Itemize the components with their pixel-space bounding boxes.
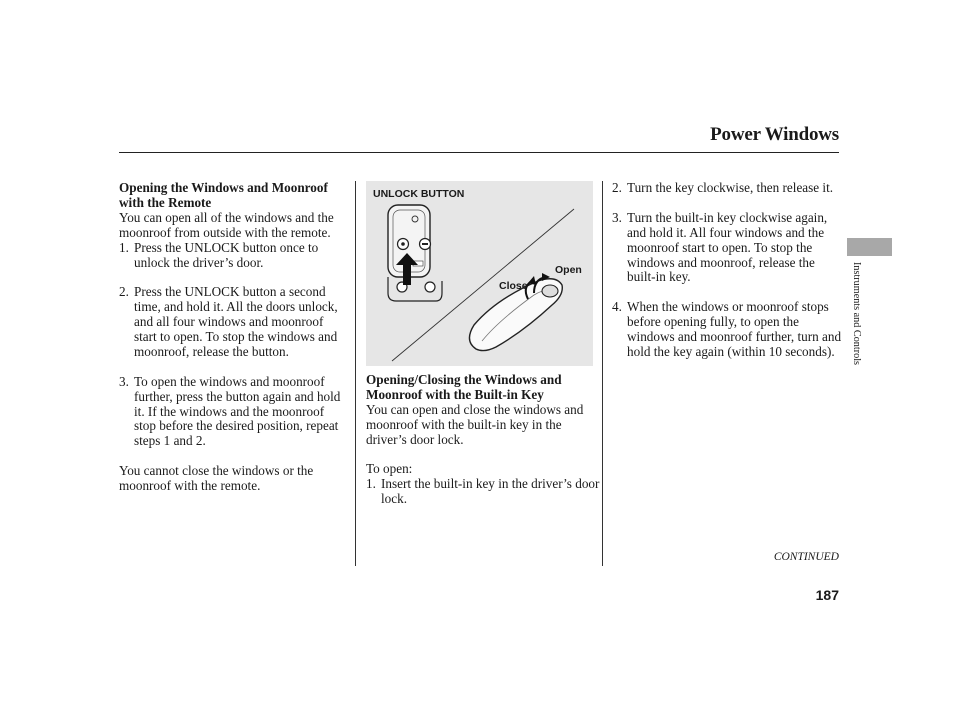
remote-heading: Opening the Windows and Moonroof with the Remote xyxy=(119,180,328,210)
step-text: Press the UNLOCK button a second time, and hold it. All the doors unlock, and all four windows and moonroof start to open. To stop the windows and moonroof, release the button. xyxy=(134,284,338,359)
step-text: To open the windows and moonroof further, press the button again and hold it. If the windows and the moonroof stop before the desired position, repeat steps 1 and 2. xyxy=(134,373,341,449)
key-illustration xyxy=(366,181,593,366)
step-number: 2. xyxy=(612,180,622,195)
list-item xyxy=(612,211,844,286)
step-text: Turn the key clockwise, then release it. xyxy=(627,180,834,195)
step-text: Press the UNLOCK button once to unlock the driver’s door. xyxy=(134,239,319,270)
page-number: 187 xyxy=(815,587,839,603)
list-item xyxy=(366,477,602,507)
list-item xyxy=(119,375,347,450)
section-tab xyxy=(847,238,892,256)
list-item xyxy=(612,300,844,360)
list-item xyxy=(119,285,347,360)
step-number: 1. xyxy=(366,476,376,492)
remote-section xyxy=(119,181,347,494)
column-divider xyxy=(355,181,356,566)
step-number: 2. xyxy=(119,284,129,300)
unlock-button-label: UNLOCK BUTTON xyxy=(373,188,465,200)
step-text: When the windows or moonroof stops before opening fully, to open the windows and moonroof further, turn and hold the key again (within 10 seconds). xyxy=(627,299,842,359)
step-number: 1. xyxy=(119,239,129,255)
step-number: 3. xyxy=(612,209,622,225)
to-open-label: To open: xyxy=(366,461,413,477)
built-in-key-intro: You can open and close the windows and moonroof with the built-in key in the driver’s door lock. xyxy=(366,401,584,447)
step-number: 4. xyxy=(612,299,622,315)
column-divider xyxy=(602,181,603,566)
remote-intro: You can open all of the windows and the moonroof from outside with the remote. xyxy=(119,209,334,240)
page-title: Power Windows xyxy=(710,124,839,145)
remote-note: You cannot close the windows or the moonroof with the remote. xyxy=(119,463,314,494)
step-text: Insert the built-in key in the driver’s door lock. xyxy=(381,476,600,507)
step-number: 3. xyxy=(119,373,129,389)
title-divider xyxy=(119,152,839,153)
list-item xyxy=(612,181,844,196)
built-in-key-section xyxy=(366,373,602,507)
continued-label: CONTINUED xyxy=(773,551,839,563)
section-label: Instruments and Controls xyxy=(851,262,862,365)
built-in-key-heading: Opening/Closing the Windows and Moonroof with the Built-in Key xyxy=(366,372,562,402)
list-item xyxy=(119,241,347,271)
built-in-key-steps xyxy=(612,181,844,360)
step-text: Turn the built-in key clockwise again, and hold it. All four windows and the moonroof start to open. To stop the windows and moonroof, release the built-in key. xyxy=(627,209,828,285)
close-label: Close xyxy=(499,280,528,292)
open-label: Open xyxy=(555,264,582,276)
